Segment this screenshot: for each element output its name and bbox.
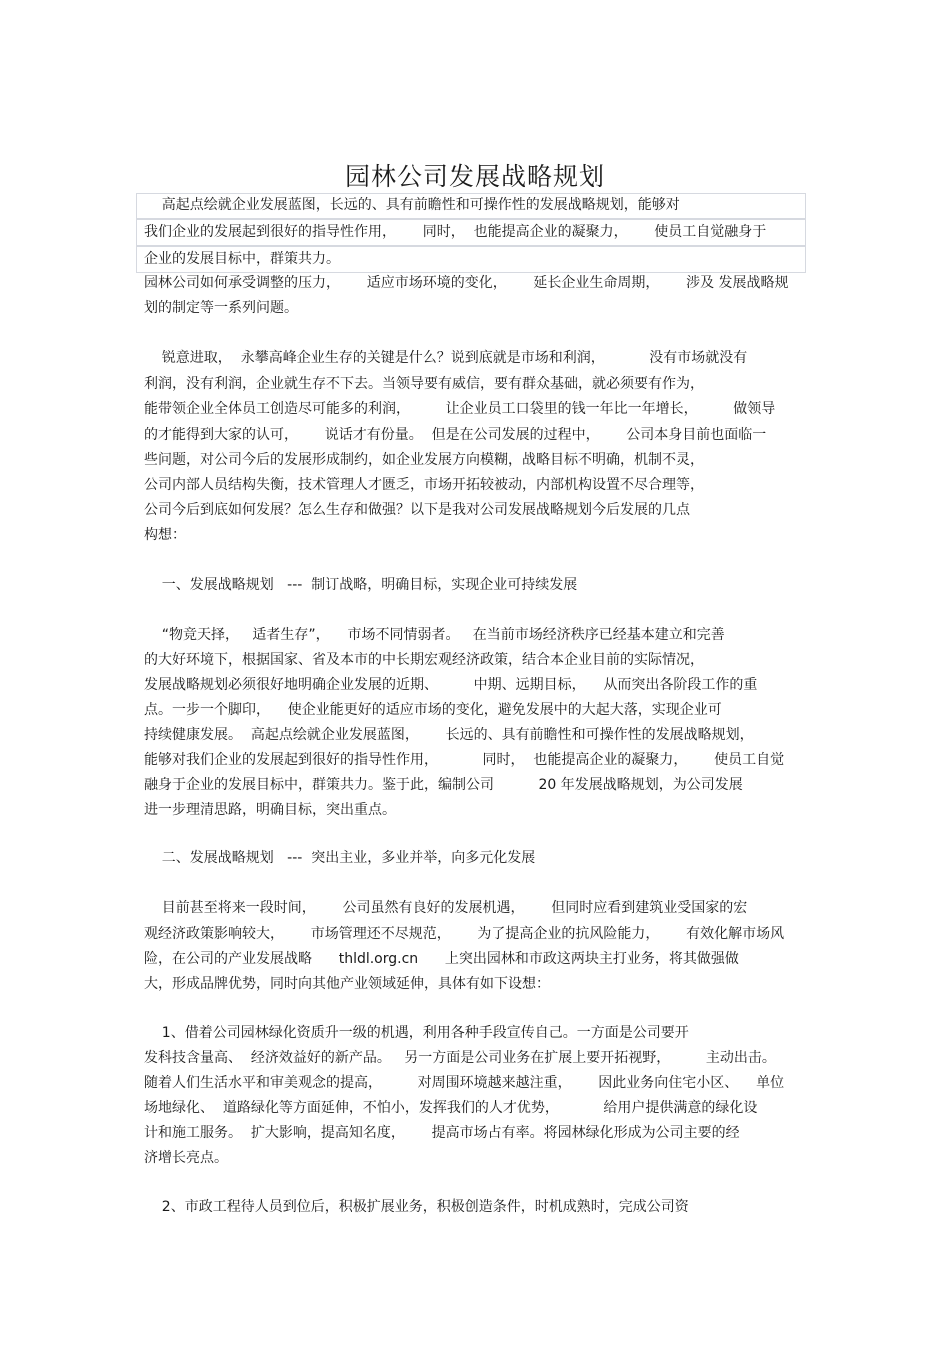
- paragraph-line: 划的制定等一系列问题。: [144, 300, 298, 316]
- paragraph-line: 持续健康发展。 高起点绘就企业发展蓝图， 长远的、具有前瞻性和可操作性的发展战略规划，: [144, 727, 754, 743]
- paragraph-line: 公司内部人员结构失衡，技术管理人才匮乏，市场开拓较被动，内部机构设置不尽合理等，: [144, 477, 704, 493]
- paragraph-line: 发展战略规划必须很好地明确企业发展的近期、 中期、远期目标， 从而突出各阶段工作的重: [144, 677, 758, 693]
- paragraph-line: 2、市政工程待人员到位后，积极扩展业务，积极创造条件，时机成熟时，完成公司资: [144, 1199, 689, 1215]
- paragraph-line: 的大好环境下，根据国家、省及本市的中长期宏观经济政策，结合本企业目前的实际情况，: [144, 652, 704, 668]
- paragraph-line: 险，在公司的产业发展战略 thldl.org.cn 上突出园林和市政这两块主打业务，将其做强做: [144, 951, 739, 967]
- paragraph-line: 进一步理清思路，明确目标，突出重点。: [144, 802, 396, 818]
- paragraph-line: “物竞天择， 适者生存”， 市场不同情弱者。 在当前市场经济秩序已经基本建立和完善: [144, 627, 725, 643]
- paragraph-line: 能够对我们企业的发展起到很好的指导性作用， 同时， 也能提高企业的凝聚力， 使员工自觉: [144, 752, 785, 768]
- paragraph-line: 些问题，对公司今后的发展形成制约，如企业发展方向模糊，战略目标不明确，机制不灵，: [144, 452, 704, 468]
- paragraph-line: 一、发展战略规划 --- 制订战略，明确目标，实现企业可持续发展: [144, 577, 578, 593]
- paragraph-line: 点。一步一个脚印， 使企业能更好的适应市场的变化，避免发展中的大起大落，实现企业可: [144, 702, 722, 718]
- paragraph-line: 随着人们生活水平和审美观念的提高， 对周围环境越来越注重， 因此业务向住宅小区、 单位: [144, 1075, 785, 1091]
- document-title: 园林公司发展战略规划: [344, 161, 605, 191]
- paragraph-line: 1、借着公司园林绿化资质升一级的机遇，利用各种手段宣传自己。一方面是公司要开: [144, 1025, 689, 1041]
- paragraph-line: 高起点绘就企业发展蓝图，长远的、具有前瞻性和可操作性的发展战略规划，能够对: [144, 197, 680, 213]
- paragraph-line: 二、发展战略规划 --- 突出主业，多业并举，向多元化发展: [144, 850, 536, 866]
- paragraph-line: 观经济政策影响较大， 市场管理还不尽规范， 为了提高企业的抗风险能力， 有效化解市场风: [144, 926, 785, 942]
- paragraph-line: 能带领企业全体员工创造尽可能多的利润， 让企业员工口袋里的钱一年比一年增长， 做领导: [144, 401, 776, 417]
- paragraph-line: 发科技含量高、 经济效益好的新产品。 另一方面是公司业务在扩展上要开拓视野， 主动出击。: [144, 1050, 776, 1066]
- paragraph-line: 企业的发展目标中，群策共力。: [144, 251, 340, 267]
- paragraph-line: 融身于企业的发展目标中，群策共力。鉴于此，编制公司 20 年发展战略规划，为公司发展: [144, 777, 743, 793]
- paragraph-line: 锐意进取， 永攀高峰企业生存的关键是什么？说到底就是市场和利润， 没有市场就没有: [144, 350, 748, 366]
- paragraph-line: 利润，没有利润，企业就生存不下去。当领导要有威信，要有群众基础，就必须要有作为，: [144, 376, 704, 392]
- paragraph-line: 园林公司如何承受调整的压力， 适应市场环境的变化， 延长企业生命周期， 涉及 发展战略规: [144, 275, 789, 291]
- paragraph-line: 的才能得到大家的认可， 说话才有份量。 但是在公司发展的过程中， 公司本身目前也面临一: [144, 427, 767, 443]
- paragraph-line: 大，形成品牌优势，同时向其他产业领域延伸，具体有如下设想：: [144, 976, 550, 992]
- paragraph-line: 构想：: [144, 527, 186, 543]
- paragraph-line: 我们企业的发展起到很好的指导性作用， 同时， 也能提高企业的凝聚力， 使员工自觉融身于: [144, 224, 767, 240]
- paragraph-line: 场地绿化、 道路绿化等方面延伸，不怕小，发挥我们的人才优势， 给用户提供满意的绿化设: [144, 1100, 758, 1116]
- paragraph-line: 公司今后到底如何发展？怎么生存和做强？以下是我对公司发展战略规划今后发展的几点: [144, 502, 690, 518]
- paragraph-line: 计和施工服务。 扩大影响，提高知名度， 提高市场占有率。将园林绿化形成为公司主要的经: [144, 1125, 740, 1141]
- paragraph-line: 济增长亮点。: [144, 1150, 228, 1166]
- paragraph-line: 目前甚至将来一段时间， 公司虽然有良好的发展机遇， 但同时应看到建筑业受国家的宏: [144, 900, 748, 916]
